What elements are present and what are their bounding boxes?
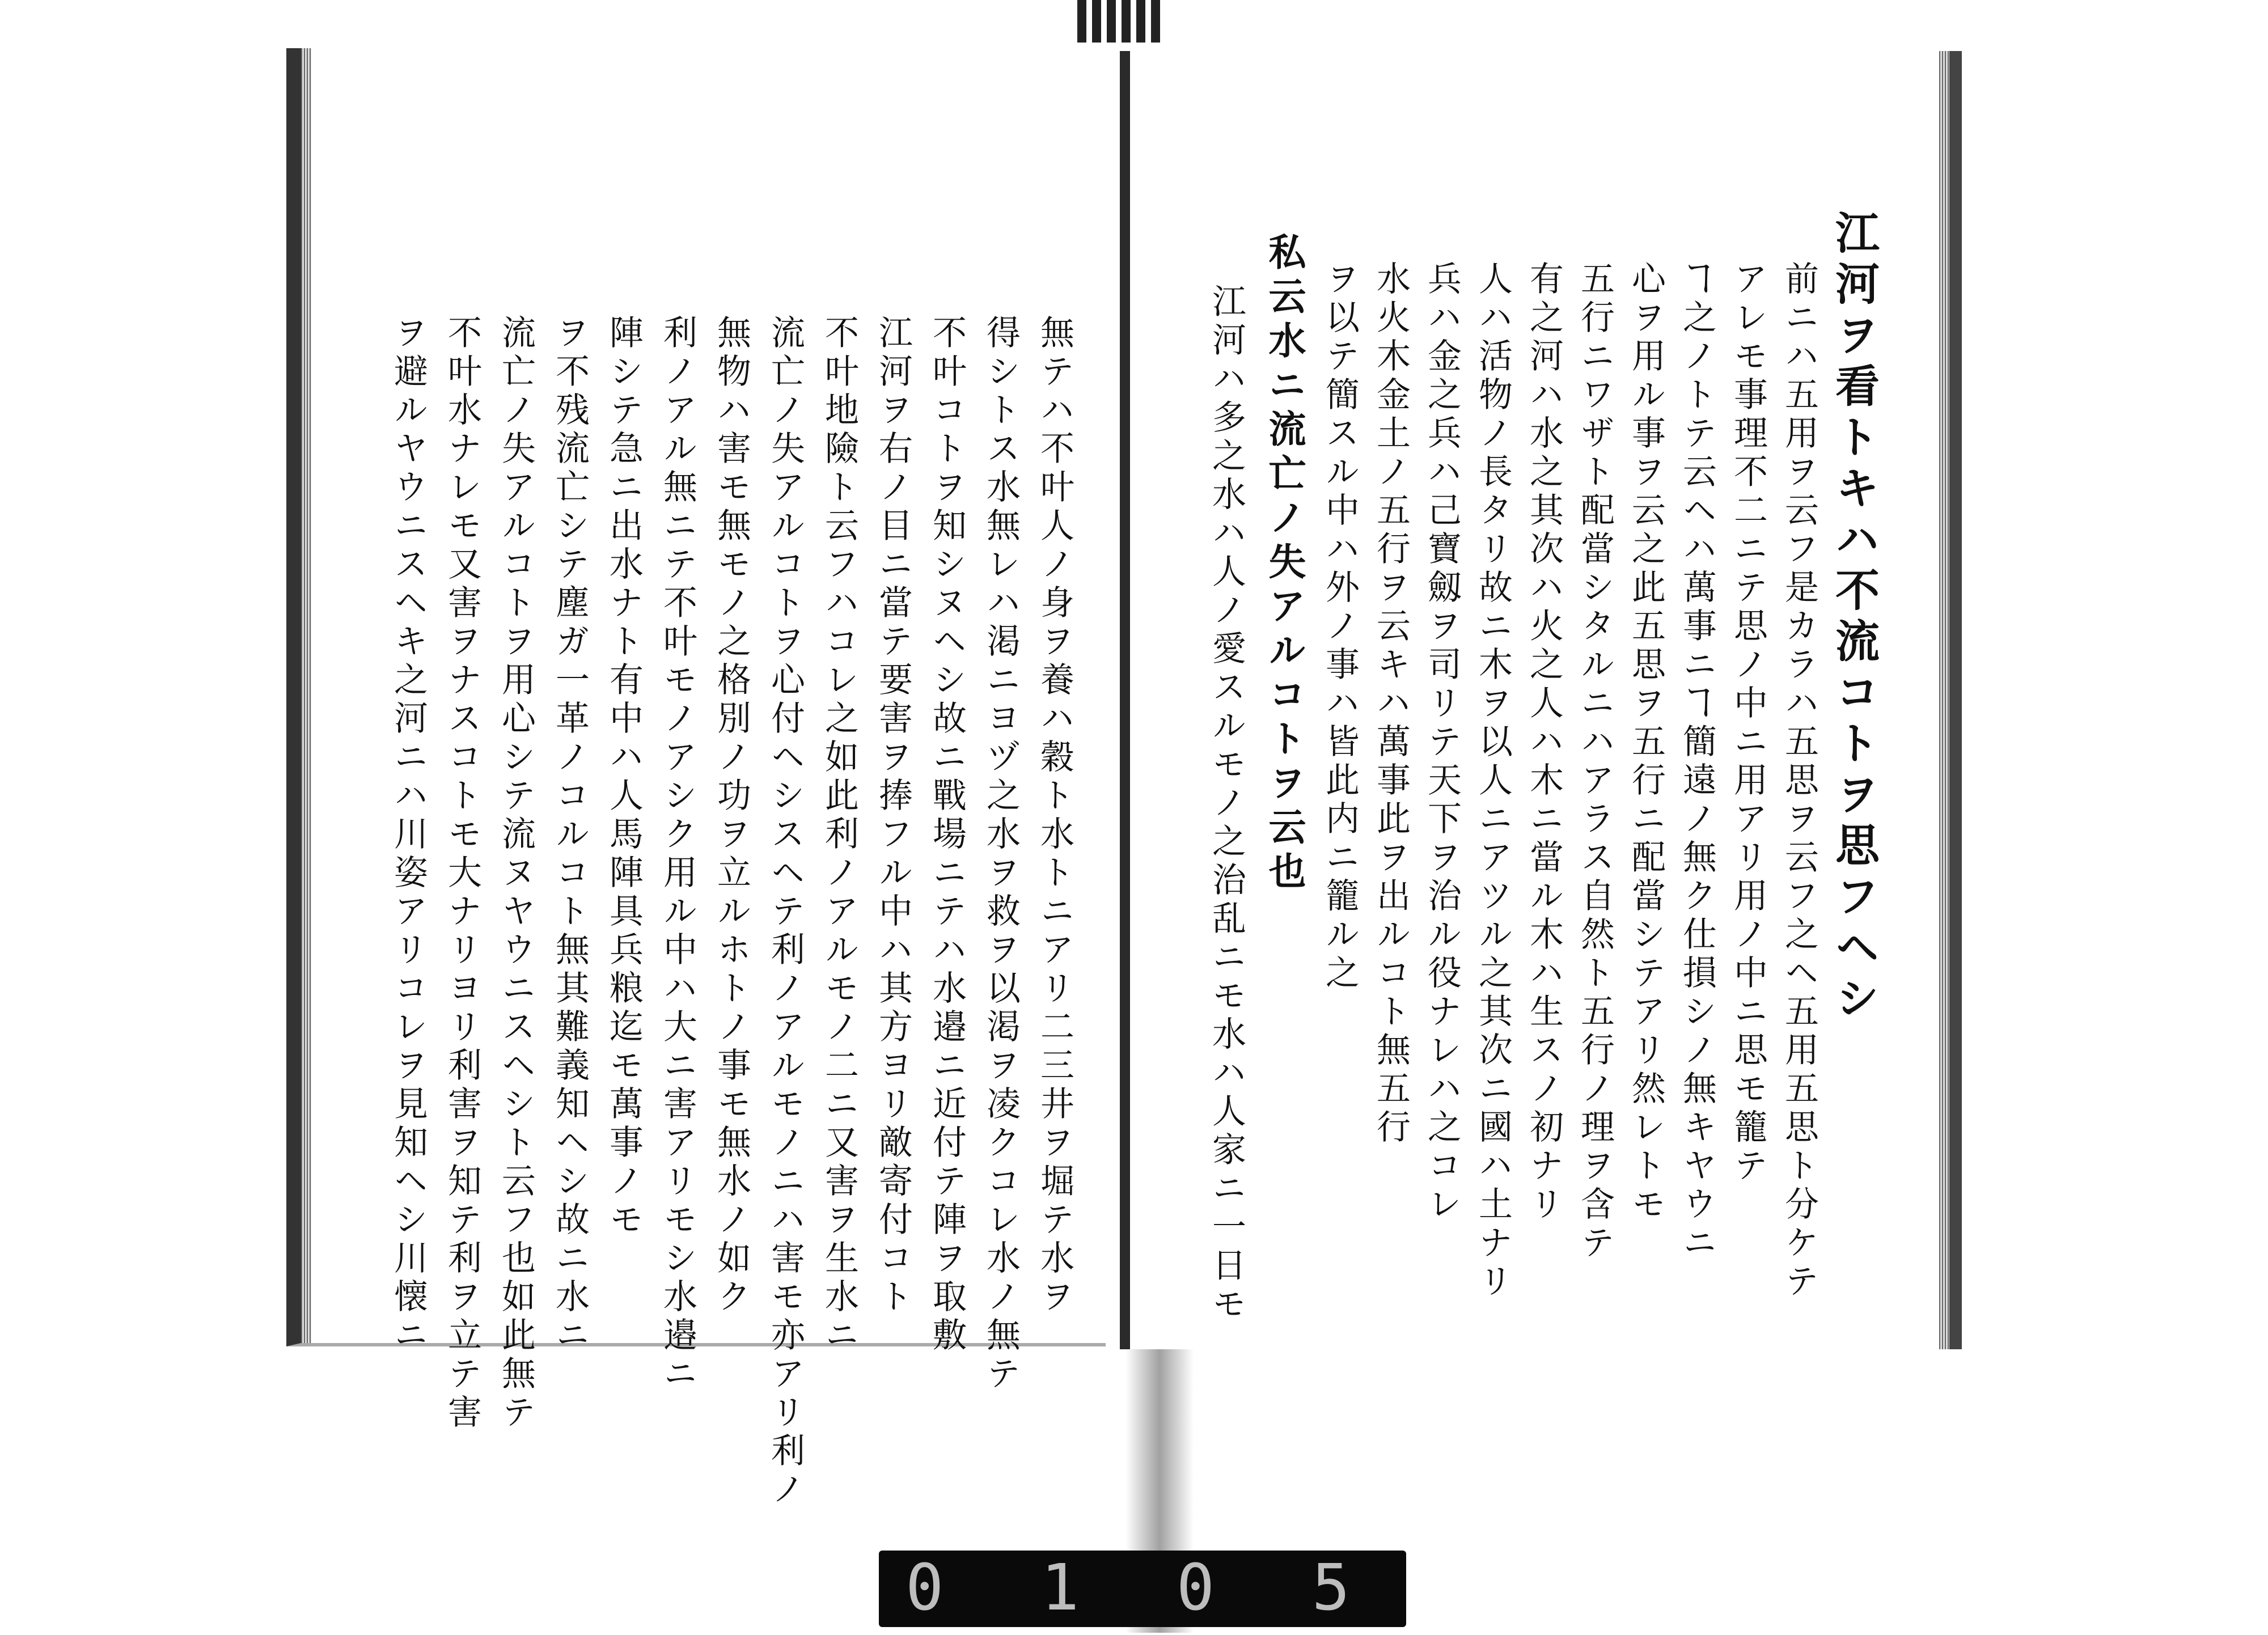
- right-line-3: ヿ之ノトテ云ヘハ萬事ニヿ簡遠ノ無ク仕損シノ無キヤウニ: [1677, 261, 1717, 1263]
- left-line-13: ヲ避ルヤウニスヘキ之河ニハ川姿アリコレヲ見知ヘシ川懐ニ: [388, 315, 428, 1356]
- right-line-5: 五行ニワザト配當シタルニハアラス自然ト五行ノ理ヲ含テ: [1575, 261, 1615, 1263]
- left-line-7: 無物ハ害モ無モノ之格別ノ功ヲ立ルホトノ事モ無水ノ如ク: [712, 315, 751, 1317]
- right-line-8: 兵ハ金之兵ハ己寶劔ヲ司リテ天下ヲ治ル役ナレハ之コレ: [1422, 261, 1462, 1225]
- left-line-8: 利ノアル無ニテ不叶モノアシク用ル中ハ大ニ害アリモシ水邉ニ: [658, 315, 697, 1394]
- film-frame-counter: [879, 1551, 1406, 1627]
- right-line-1: 前ニハ五用ヲ云フ是カラハ五思ヲ云フ之ヘ五用五思ト分ケテ: [1779, 261, 1819, 1302]
- right-page-edge: [1939, 51, 1949, 1349]
- right-line-2: アレモ事理不二ニテ思ノ中ニ用アリ用ノ中ニ思モ籠テ: [1728, 261, 1768, 1186]
- left-line-1: 無テハ不叶人ノ身ヲ養ハ穀ト水トニアリ二三井ヲ堀テ水ヲ: [1035, 315, 1074, 1317]
- right-line-6: 有之河ハ水之其次ハ火之人ハ木ニ當ル木ハ生スノ初ナリ: [1524, 261, 1564, 1225]
- left-line-3: 不叶コトヲ知シヌヘシ故ニ戰場ニテハ水邉ニ近付テ陣ヲ取敷: [927, 315, 967, 1356]
- left-page: [286, 48, 1106, 1510]
- section-heading: 私云水ニ流亡ノ失アルコトヲ云也: [1262, 232, 1306, 896]
- film-frame-number: 0 1 0 5: [905, 1551, 1380, 1625]
- right-line-10: ヲ以テ簡スル中ハ外ノ事ハ皆此内ニ籠ル之: [1320, 261, 1360, 993]
- left-line-9: 陣シテ急ニ出水ナト有中ハ人馬陣具兵粮迄モ萬事ノモ: [604, 315, 644, 1240]
- right-line-7: 人ハ活物ノ長タリ故ニ木ヲ以人ニアツル之其次ニ國ハ土ナリ: [1473, 261, 1513, 1302]
- right-line-9: 水火木金土ノ五行ヲ云キハ萬事此ヲ出ルコト無五行: [1371, 261, 1411, 1147]
- left-line-11: 流亡ノ失アルコトヲ用心シテ流ヌヤウニスヘシト云フ也如此無テ: [496, 315, 536, 1433]
- left-line-12: 不叶水ナレモ又害ヲナスコトモ大ナリヨリ利害ヲ知テ利ヲ立テ害: [442, 315, 482, 1433]
- right-last-line: 江河ハ多之水ハ人ノ愛スルモノ之治乱ニモ水ハ人家ニ一日モ: [1207, 283, 1246, 1324]
- left-line-10: ヲ不残流亡シテ塵ガ一革ノコルコト無其難義知ヘシ故ニ水ニ: [550, 315, 590, 1356]
- right-page: [1120, 51, 1962, 1349]
- left-page-edge: [301, 48, 311, 1343]
- left-line-5: 不叶地險ト云フハコレ之如此利ノアルモノ二ニ又害ヲ生水ニ: [819, 315, 859, 1356]
- right-line-4: 心ヲ用ル事ヲ云之此五思ヲ五行ニ配當シテアリ然レトモ: [1626, 261, 1666, 1225]
- left-line-2: 得シトス水無レハ渇ニヨヅ之水ヲ救ヲ以渇ヲ凌クコレ水ノ無テ: [981, 315, 1021, 1394]
- left-line-4: 江河ヲ右ノ目ニ當テ要害ヲ捧フル中ハ其方ヨリ敵寄付コト: [873, 315, 913, 1317]
- chapter-heading: 江河ヲ看トキハ不流コトヲ思フヘシ: [1828, 210, 1880, 1026]
- binding-top-shadow: [1077, 0, 1162, 43]
- left-line-6: 流亡ノ失アルコトヲ心付ヘシスヘテ利ノアルモノニハ害モ亦アリ利ノ: [765, 315, 805, 1510]
